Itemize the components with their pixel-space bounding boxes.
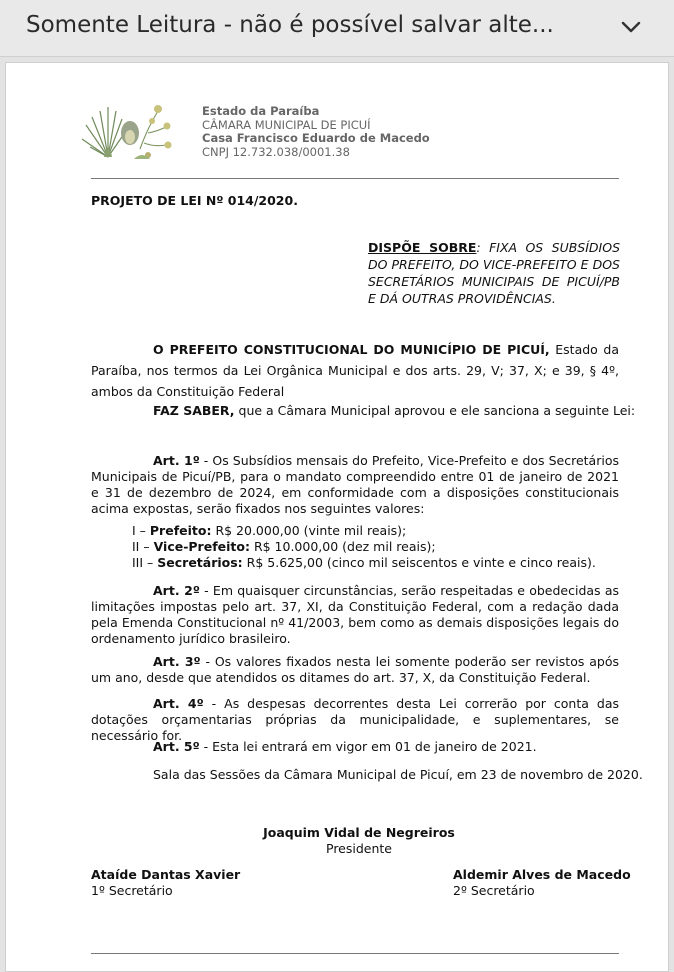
second-secretary-signature	[453, 867, 631, 899]
article-4-label: Art. 4º	[153, 696, 204, 711]
viewer-title: Somente Leitura - não é possível salvar alte...	[26, 12, 554, 38]
letterhead-state: Estado da Paraíba	[202, 104, 320, 118]
article-3-label: Art. 3º	[153, 654, 201, 669]
ementa	[368, 239, 620, 307]
preamble-bold: O PREFEITO CONSTITUCIONAL DO MUNICÍPIO DE PICUÍ,	[153, 342, 550, 357]
list-item: III – Secretários: R$ 5.625,00 (cinco mil seiscentos e vinte e cinco reais).	[132, 555, 596, 570]
ementa-text: : FIXA OS SUBSÍDIOS DO PREFEITO, DO VICE-PREFEITO E DOS SECRETÁRIOS MUNICIPAIS DE PICUÍ/PB E DÁ OUTRAS PROVIDÊNCIAS.	[368, 240, 621, 306]
second-secretary-role: 2º Secretário	[453, 883, 535, 898]
letterhead	[202, 105, 430, 159]
article-3-text: - Os valores fixados nesta lei somente poderão ser revistos após um ano, desde que atendidos os ditames do art. 37, X, da Constituição Federal.	[91, 654, 619, 685]
letterhead-chamber: CÂMARA MUNICIPAL DE PICUÍ	[202, 117, 371, 132]
closing-line: Sala das Sessões da Câmara Municipal de Picuí, em 23 de novembro de 2020.	[153, 767, 643, 782]
article-1-text: - Os Subsídios mensais do Prefeito, Vice-Prefeito e dos Secretários Municipais de Picuí/PB, para o mandato compreendido entre 01 de janeiro de 2021 e 31 de dezembro de 2024, em conformidade com a disposições constitucionais acima expostas, serão fixados nos seguintes valores:	[91, 453, 619, 516]
first-secretary-role: 1º Secretário	[91, 883, 173, 898]
second-secretary-name: Aldemir Alves de Macedo	[453, 867, 631, 882]
letterhead-cnpj: CNPJ 12.732.038/0001.38	[202, 144, 350, 159]
article-2-label: Art. 2º	[153, 583, 200, 598]
president-name: Joaquim Vidal de Negreiros	[263, 825, 455, 840]
ementa-label: DISPÕE SOBRE	[368, 240, 477, 255]
president-signature	[202, 825, 516, 857]
president-role: Presidente	[326, 841, 392, 856]
first-secretary-name: Ataíde Dantas Xavier	[91, 867, 241, 882]
article-2-text: - Em quaisquer circunstâncias, serão respeitadas e obedecidas as limitações impostas pelo art. 37, XI, da Constituição Federal, com a redação dada pela Emenda Constitucional nº 41/2003, bem como as demais disposições legais do ordenamento jurídico brasileiro.	[91, 583, 619, 646]
article-2	[91, 583, 619, 647]
preamble-text: Estado da Paraíba, nos termos da Lei Orgânica Municipal e dos arts. 29, V; 37, X; e 39, § 4º, ambos da Constituição Federal	[91, 342, 619, 399]
list-item: II – Vice-Prefeito: R$ 10.000,00 (dez mil reais);	[132, 539, 436, 554]
article-1-label: Art. 1º	[153, 453, 200, 468]
letterhead-house: Casa Francisco Eduardo de Macedo	[202, 131, 430, 145]
chevron-down-icon[interactable]	[618, 14, 644, 40]
article-5-text: - Esta lei entrará em vigor em 01 de janeiro de 2021.	[199, 739, 537, 754]
article-5	[153, 739, 537, 755]
faz-saber-bold: FAZ SABER,	[153, 403, 235, 418]
article-4-text: - As despesas decorrentes desta Lei correrão por conta das dotações orçamentarias próprias da municipalidade, e suplementares, se necessário for.	[91, 696, 619, 743]
first-secretary-signature	[91, 867, 240, 899]
preamble	[91, 339, 619, 402]
list-item: I – Prefeito: R$ 20.000,00 (vinte mil reais);	[132, 523, 407, 538]
article-4	[91, 696, 619, 744]
article-3	[91, 654, 619, 686]
faz-saber-text: que a Câmara Municipal aprovou e ele sanciona a seguinte Lei:	[234, 403, 636, 418]
footer-divider	[91, 953, 619, 954]
header-divider	[91, 178, 619, 179]
values-list	[132, 523, 596, 571]
article-5-label: Art. 5º	[153, 739, 200, 754]
document-page[interactable]	[5, 62, 669, 972]
article-1	[91, 453, 619, 517]
municipal-logo	[78, 97, 178, 163]
bill-title: PROJETO DE LEI Nº 014/2020.	[91, 193, 298, 208]
faz-saber	[153, 403, 635, 419]
document-content	[6, 63, 669, 972]
viewer-header	[0, 0, 674, 57]
